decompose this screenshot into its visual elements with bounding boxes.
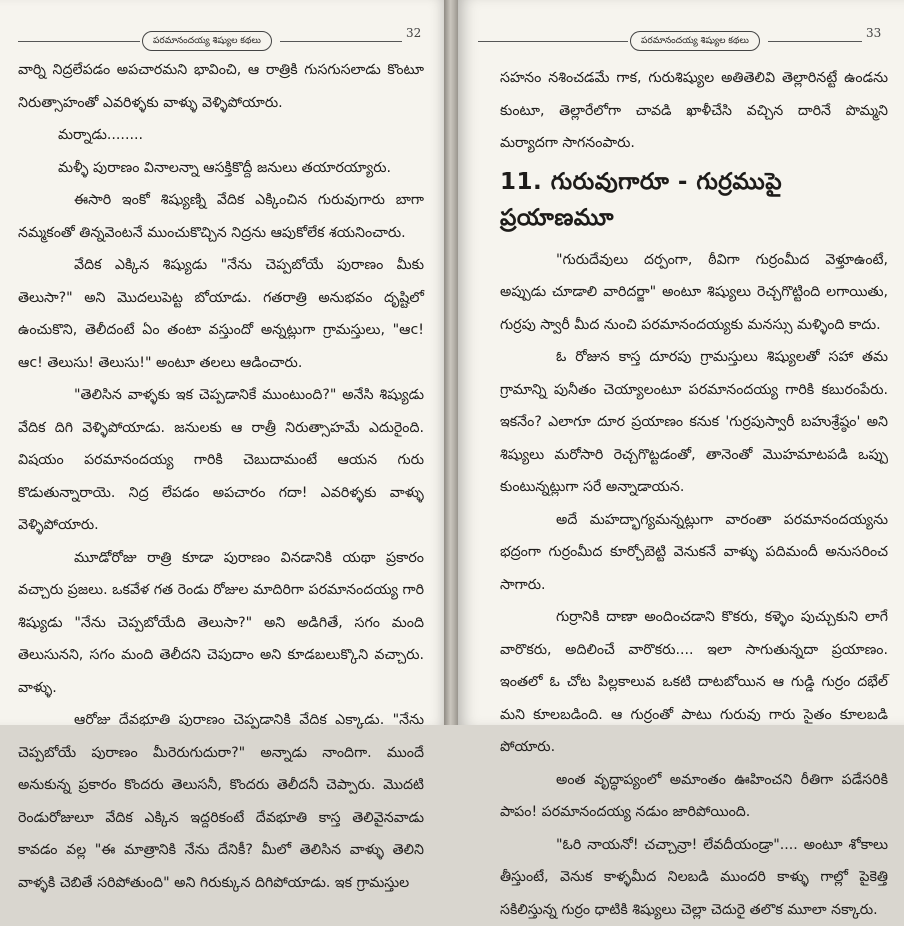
right-page — [458, 0, 904, 725]
header-rule-left — [478, 41, 628, 42]
left-page — [0, 0, 446, 725]
page-number: 33 — [866, 26, 881, 40]
paragraph: సహనం నశించడమే గాక, గురుశిష్యుల అతితెలివి తెల్లారినట్టే ఉండను కుంటూ, తెల్లారేలోగా చావడి ఖాళీచేసి వచ్చిన దారినే పొమ్మని మర్యాదగా సాగనంపారు. — [500, 62, 888, 160]
paragraph: "గురుదేవులు దర్పంగా, ఠీవిగా గుర్రంమీద వెళ్తూఉంటే, అప్పుడు చూడాలి వారిదర్జా" అంటూ శిష్యులు రెచ్చగొట్టింది లగాయితు, గుర్రపు స్వారీ మీద నుంచి పరమానందయ్యకు మనస్సు మళ్ళింది కాదు. — [500, 244, 888, 342]
paragraph: మర్నాడు........ — [18, 119, 424, 152]
paragraph: ఓ రోజున కాస్త దూరపు గ్రామస్తులు శిష్యులతో సహా తమ గ్రామాన్ని పునీతం చెయ్యాలంటూ పరమానందయ్య గారికి కబురంపేరు. ఇకనేం? ఎలాగూ దూర ప్రయాణం కనుక 'గుర్రపుస్వారీ బహుశ్రేష్ఠం' అని శిష్యులు మరోసారి రెచ్చగొట్టడంతో, తానెంతో మొహమాటపడి ఒప్పు కుంటున్నట్లుగా సరే అన్నాడాయన. — [500, 341, 888, 504]
running-title: పరమానందయ్య శిష్యుల కథలు — [630, 31, 760, 51]
paragraph: మళ్ళీ పురాణం వినాలన్నా ఆసక్తికొద్దీ జనులు తయారయ్యారు. — [18, 152, 424, 185]
running-title: పరమానందయ్య శిష్యుల కథలు — [142, 31, 272, 51]
paragraph: వార్ని నిద్రలేపడం అపచారమని భావించి, ఆ రాత్రికి గుసగుసలాడు కొంటూ నిరుత్సాహంతో ఎవరిళ్ళకు వాళ్ళు వెళ్ళిపోయారు. — [18, 54, 424, 119]
paragraph: అదే మహద్భాగ్యమన్నట్లుగా వారంతా పరమానందయ్యను భద్రంగా గుర్రంమీద కూర్చోబెట్టి వెనుకనే వాళ్ళు పదిమందీ అనుసరించ సాగారు. — [500, 504, 888, 602]
left-page-body — [18, 54, 424, 899]
paragraph: ఆరోజు దేవభూతి పురాణం చెప్పడానికి వేదిక ఎక్కాడు. "నేను చెప్పబోయే పురాణం మీరెరుగుదురా?" అన్నాడు నాందిగా. ముందే అనుకున్న ప్రకారం కొందరు తెలుసనీ, కొందరు తెలీదనీ చెప్పారు. మొదటి రెండురోజులూ వేదిక ఎక్కిన ఇద్దరికంటే దేవభూతి కాస్త తెలివైనవాడు కావడం వల్ల "ఈ మాత్రానికి నేను దేనికీ? మీలో తెలిసిన వాళ్ళు తెలిని వాళ్ళకి చెబితే సరిపోతుంది" అని గిరుక్కున దిగిపోయాడు. ఇక గ్రామస్తుల — [18, 704, 424, 899]
paragraph: "తెలిసిన వాళ్ళకు ఇక చెప్పడానికే ముంటుంది?" అనేసి శిష్యుడు వేదిక దిగి వెళ్ళిపోయాడు. జనులకు ఆ రాత్రీ నిరుత్సాహమే ఎదురైంది. విషయం పరమానందయ్య గారికి చెబుదామంటే ఆయన గురు కొడుతున్నారాయె. నిద్ర లేపడం అపచారం గదా! ఎవరిళ్ళకు వాళ్ళు వెళ్ళిపోయారు. — [18, 379, 424, 542]
header-rule-right — [768, 41, 862, 42]
paragraph: వేదిక ఎక్కిన శిష్యుడు "నేను చెప్పబోయే పురాణం మీకు తెలుసా?" అని మొదలుపెట్ట బోయాడు. గతరాత్రి అనుభవం దృష్టిలో ఉంచుకొని, తెలీదంటే ఏం తంటా వస్తుందో అన్నట్లుగా గ్రామస్తులు, "ఆc! ఆc! తెలుసు! తెలుసు!" అంటూ తలలు ఆడించారు. — [18, 249, 424, 379]
header-rule-left — [18, 41, 140, 42]
paragraph: గుర్రానికి దాణా అందించడాని కొకరు, కళ్ళెం పుచ్చుకుని లాగే వారొకరు, అదిలించే వారొకరు.... ఇలా సాగుతున్నదా ప్రయాణం. ఇంతలో ఓ చోట పిల్లకాలువ ఒకటి దాటబోయిన ఆ గుడ్డి గుర్రం దభేల్ మని కూలబడింది. ఆ గుర్రంతో పాటు గురువు గారు సైతం కూలబడి పోయారు. — [500, 601, 888, 764]
chapter-title: 11. గురువుగారూ - గుర్రముపై ప్రయాణమూ — [500, 164, 888, 236]
paragraph: ఈసారి ఇంకో శిష్యుణ్ని వేదిక ఎక్కించిన గురువుగారు బాగా నమ్మకంతో తిన్నవెంటనే ముంచుకొచ్చిన నిద్రను ఆపుకోలేక శయనించారు. — [18, 184, 424, 249]
header-rule-right — [280, 41, 402, 42]
paragraph: మూడోరోజు రాత్రి కూడా పురాణం వినడానికి యథా ప్రకారం వచ్చారు ప్రజలు. ఒకవేళ గత రెండు రోజుల మాదిరిగా పరమానందయ్య గారి శిష్యుడు "నేను చెప్పబోయేది తెలుసా?" అని అడిగితే, సగం మంది తెలుసునని, సగం మంది తెలీదని చెపుదాం అని కూడబలుక్కొని వచ్చారు. వాళ్ళు. — [18, 542, 424, 705]
paragraph: అంత వృద్ధాప్యంలో అమాంతం ఊహించని రీతిగా పడేసరికి పాపం! పరమానందయ్య నడుం జారిపోయింది. — [500, 764, 888, 829]
right-page-body — [500, 62, 888, 926]
page-number: 32 — [406, 26, 421, 40]
paragraph: "ఓరి నాయనో! చచ్చాన్రా! లేవదీయండ్రా".... అంటూ శోకాలు తీస్తుంటే, వెనుక కాళ్ళమీద నిలబడి ముందరి కాళ్ళు గాల్లో పైకెత్తి సకిలిస్తున్న గుర్రం ధాటికి శిష్యులు చెల్లా చెదురై తలొక మూలా నక్కారు. — [500, 829, 888, 926]
right-page-header — [478, 24, 888, 46]
left-page-header — [18, 24, 428, 46]
